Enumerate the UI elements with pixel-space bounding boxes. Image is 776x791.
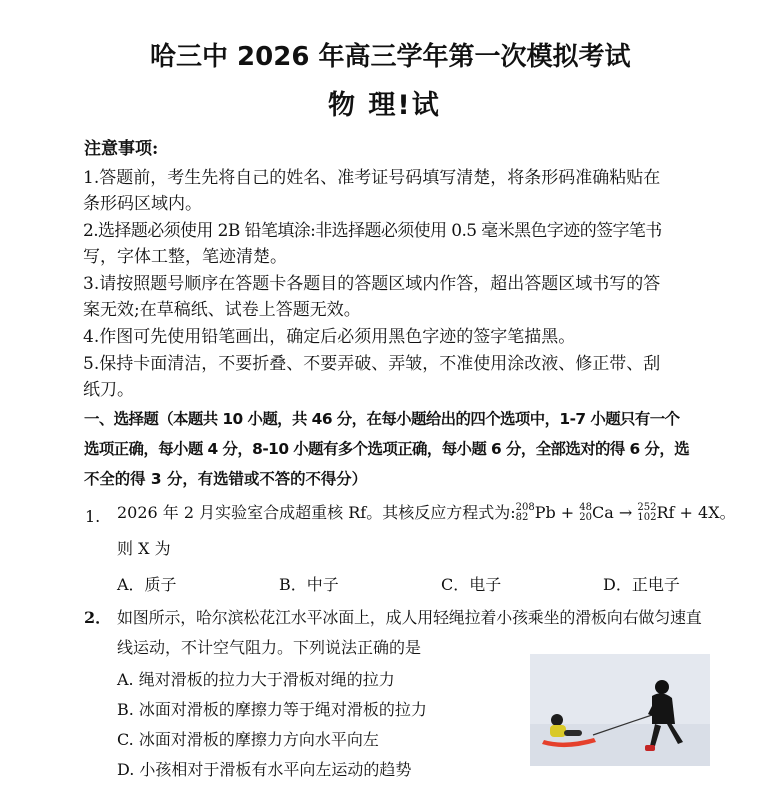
ice-sled-illustration <box>530 654 710 766</box>
nuclide-rf-numbers: 252 102 <box>637 502 657 523</box>
exam-subtitle: 物 理!试 <box>328 90 441 121</box>
notice-heading: 注意事项: <box>84 139 159 159</box>
notice-line: 案无效;在草稿纸、试卷上答题无效。 <box>83 300 361 320</box>
question-2-option-a: A. 绳对滑板的拉力大于滑板对绳的拉力 <box>117 670 395 689</box>
section-instruction: 一、选择题（本题共 10 小题，共 46 分，在每小题给出的四个选项中，1-7 小题只有一个 <box>84 410 680 428</box>
ice-sled-photo <box>530 654 710 766</box>
question-1-stem: 2026 年 2 月实验室合成超重核 Rf。其核反应方程式为: 208 82 Pb + 48 20 Ca → 252 102 Rf + 4X。 <box>117 502 736 523</box>
notice-line: 3.请按照题号顺序在答题卡各题目的答题区域内作答，超出答题区域书写的答 <box>83 274 661 294</box>
question-2-line1: 如图所示，哈尔滨松花江水平冰面上，成人用轻绳拉着小孩乘坐的滑板向右做匀速直 <box>117 608 702 627</box>
section-instruction: 选项正确，每小题 4 分，8-10 小题有多个选项正确，每小题 6 分，全部选对的得 6 分，选 <box>84 440 690 458</box>
question-2-option-b: B. 冰面对滑板的摩擦力等于绳对滑板的拉力 <box>117 700 427 719</box>
question-1-line2: 则 X 为 <box>117 539 171 558</box>
nuclide-pb-symbol: Pb <box>534 503 556 522</box>
question-1-option-d: D．正电子 <box>603 575 680 594</box>
notice-line: 1.答题前，考生先将自己的姓名、准考证号码填写清楚，将条形码准确粘贴在 <box>83 168 661 188</box>
notice-line: 写，字体工整，笔迹清楚。 <box>83 247 287 267</box>
notice-line: 5.保持卡面清洁，不要折叠、不要弄破、弄皱，不准使用涂改液、修正带、刮 <box>83 354 661 374</box>
question-1-option-a: A．质子 <box>117 575 177 594</box>
nuclide-ca-numbers: 48 20 <box>579 502 593 523</box>
question-2-option-c: C. 冰面对滑板的摩擦力方向水平向左 <box>117 730 379 749</box>
nuclide-ca-symbol: Ca <box>592 503 614 522</box>
question-number: 2． <box>84 608 112 627</box>
question-number: 1. <box>85 507 101 526</box>
nuclide-pb-numbers: 208 82 <box>515 502 535 523</box>
question-1-text: 2026 年 2 月实验室合成超重核 Rf。其核反应方程式为: <box>117 503 516 522</box>
notice-line: 4.作图可先使用铅笔画出，确定后必须用黑色字迹的签字笔描黑。 <box>83 327 576 347</box>
exam-title: 哈三中 2026 年高三学年第一次模拟考试 <box>150 42 631 72</box>
notice-line: 纸刀。 <box>83 380 134 400</box>
question-2-option-d: D. 小孩相对于滑板有水平向左运动的趋势 <box>117 760 412 779</box>
notice-line: 条形码区域内。 <box>83 194 202 214</box>
question-2-line2: 线运动，不计空气阻力。下列说法正确的是 <box>117 638 422 657</box>
section-instruction: 不全的得 3 分，有选错或不答的不得分） <box>84 470 368 488</box>
question-1-option-b: B．中子 <box>279 575 339 594</box>
notice-line: 2.选择题必须使用 2B 铅笔填涂:非选择题必须使用 0.5 毫米黑色字迹的签字笔书 <box>83 221 662 241</box>
question-1-option-c: C．电子 <box>441 575 502 594</box>
nuclide-rf-symbol: Rf <box>656 503 675 522</box>
